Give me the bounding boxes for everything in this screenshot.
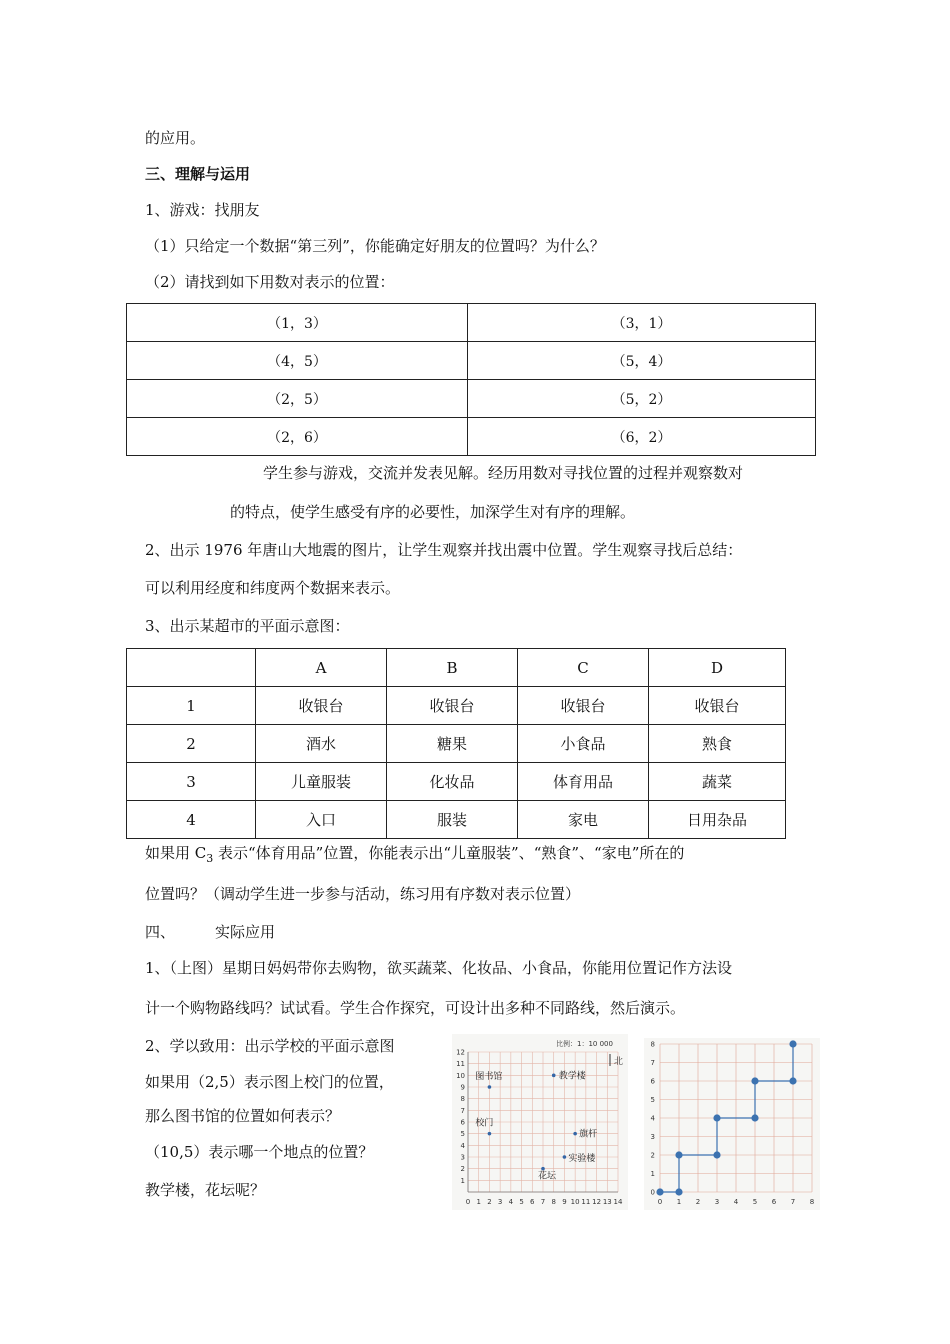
y-tick-label: 1	[460, 1176, 465, 1185]
text-line: 如果用（2,5）表示图上校门的位置，	[145, 1073, 394, 1091]
x-tick-label: 6	[530, 1198, 535, 1206]
x-tick-label: 4	[508, 1198, 514, 1206]
table-cell: 4	[127, 801, 256, 839]
path-point	[789, 1040, 796, 1047]
table-cell: 家电	[518, 801, 649, 839]
y-tick-label: 8	[650, 1040, 655, 1049]
table-row	[127, 687, 786, 725]
x-tick-label: 2	[487, 1198, 492, 1206]
y-tick-label: 4	[460, 1141, 465, 1150]
table-cell: 1	[127, 687, 256, 725]
table-cell: 服装	[387, 801, 518, 839]
text-line: 可以利用经度和纬度两个数据来表示。	[145, 579, 401, 597]
x-tick-label: 0	[465, 1198, 471, 1206]
text-fragment: 四、	[145, 923, 176, 941]
x-tick-label: 3	[714, 1198, 720, 1206]
text-line: （1）只给定一个数据“第三列”，你能确定好朋友的位置吗？为什么？	[145, 237, 605, 255]
x-tick-label: 1	[476, 1198, 481, 1206]
subscript: 3	[206, 852, 214, 865]
path-point	[713, 1114, 720, 1121]
y-tick-label: 1	[650, 1170, 655, 1178]
text-line: 那么图书馆的位置如何表示？	[145, 1107, 341, 1125]
x-tick-label: 8	[809, 1198, 815, 1206]
text-fragment: 实际应用	[215, 923, 276, 941]
y-tick-label: 3	[650, 1133, 655, 1141]
table-cell: （2，6）	[127, 418, 468, 456]
table-cell: 熟食	[649, 725, 786, 763]
table-cell: （6，2）	[468, 418, 816, 456]
table-cell: 收银台	[256, 687, 387, 725]
path-point	[713, 1151, 720, 1158]
table-cell: 收银台	[649, 687, 786, 725]
x-tick-label: 0	[657, 1198, 663, 1206]
x-tick-label: 13	[602, 1198, 612, 1206]
text-line: 2、学以致用：出示学校的平面示意图	[145, 1037, 395, 1055]
point-label: 教学楼	[558, 1071, 586, 1082]
table-cell: （3，1）	[468, 304, 816, 342]
table-cell: 酒水	[256, 725, 387, 763]
scale-label: 比例：1：10 000	[556, 1040, 613, 1048]
text-line: 1、游戏：找朋友	[145, 201, 260, 219]
table-cell: （5，4）	[468, 342, 816, 380]
x-tick-label: 1	[676, 1198, 682, 1206]
data-point	[541, 1167, 545, 1171]
table-cell: 化妆品	[387, 763, 518, 801]
text-line: 2、出示 1976 年唐山大地震的图片，让学生观察并找出震中位置。学生观察寻找后总结：	[145, 541, 743, 559]
table-cell: 体育用品	[518, 763, 649, 801]
x-tick-label: 8	[551, 1198, 556, 1206]
y-tick-label: 3	[460, 1153, 465, 1162]
path-point	[675, 1188, 682, 1195]
table-cell: 收银台	[387, 687, 518, 725]
path-point	[751, 1114, 758, 1121]
text-line: 1、（上图）星期日妈妈带你去购物，欲买蔬菜、化妆品、小食品，你能用位置记作方法设	[145, 959, 733, 977]
x-tick-label: 12	[592, 1198, 602, 1206]
y-tick-label: 5	[460, 1130, 465, 1139]
table-header	[127, 649, 256, 687]
x-tick-label: 5	[519, 1198, 524, 1206]
text-line: 教学楼，花坛呢？	[145, 1181, 266, 1199]
data-point	[563, 1155, 567, 1159]
x-tick-label: 9	[562, 1198, 567, 1206]
table-cell: 3	[127, 763, 256, 801]
data-point	[573, 1132, 577, 1136]
table-cell: 入口	[256, 801, 387, 839]
text-line: 学生参与游戏，交流并发表见解。经历用数对寻找位置的过程并观察数对	[263, 464, 744, 482]
table-cell: 小食品	[518, 725, 649, 763]
y-tick-label: 9	[460, 1083, 465, 1092]
x-tick-label: 2	[695, 1198, 701, 1206]
text-line: （2）请找到如下用数对表示的位置：	[145, 273, 395, 291]
table-header: A	[256, 649, 387, 687]
table-cell: （2，5）	[127, 380, 468, 418]
table-cell: 2	[127, 725, 256, 763]
y-tick-label: 8	[460, 1095, 465, 1104]
y-tick-label: 10	[456, 1071, 465, 1080]
y-tick-label: 6	[650, 1077, 655, 1086]
data-point	[552, 1074, 556, 1078]
table-row	[127, 342, 816, 380]
y-tick-label: 6	[460, 1118, 465, 1127]
table-header: B	[387, 649, 518, 687]
data-point	[488, 1132, 492, 1136]
data-point	[488, 1085, 492, 1089]
y-tick-label: 2	[650, 1151, 655, 1160]
point-label: 旗杆	[579, 1129, 598, 1140]
path-point	[675, 1151, 682, 1158]
table-header: C	[518, 649, 649, 687]
text-fragment: 表示“体育用品”位置，你能表示出“儿童服装”、“熟食”、“家电”所在的	[213, 844, 685, 862]
table-cell: 蔬菜	[649, 763, 786, 801]
table-row	[127, 304, 816, 342]
x-tick-label: 14	[613, 1198, 623, 1206]
text-line: （10,5）表示哪一个地点的位置？	[145, 1143, 374, 1161]
table-row	[127, 418, 816, 456]
text-line: 计一个购物路线吗？试试看。学生合作探究，可设计出多种不同路线，然后演示。	[145, 999, 686, 1017]
point-label: 校门	[475, 1118, 494, 1129]
y-tick-label: 7	[460, 1106, 465, 1115]
x-tick-label: 3	[497, 1198, 503, 1206]
text-line	[145, 922, 275, 942]
table-cell: 日用杂品	[649, 801, 786, 839]
table-row	[127, 801, 786, 839]
table-cell: （1，3）	[127, 304, 468, 342]
table-row	[127, 380, 816, 418]
y-tick-label: 2	[460, 1165, 465, 1174]
point-label: 图书馆	[475, 1072, 503, 1082]
table-header: D	[649, 649, 786, 687]
table-row	[127, 763, 786, 801]
text-fragment: 如果用 C	[145, 844, 207, 862]
table-cell: （4，5）	[127, 342, 468, 380]
pairs-table	[126, 303, 816, 456]
x-tick-label: 6	[771, 1198, 777, 1206]
y-tick-label: 7	[650, 1059, 655, 1067]
x-tick-label: 5	[752, 1198, 758, 1206]
table-row	[127, 725, 786, 763]
y-tick-label: 5	[650, 1096, 655, 1104]
text-line	[145, 843, 684, 869]
x-tick-label: 7	[790, 1198, 796, 1206]
point-label: 实验楼	[568, 1154, 596, 1164]
text-line: 的特点，使学生感受有序的必要性，加深学生对有序的理解。	[230, 503, 636, 521]
text-line: 3、出示某超市的平面示意图：	[145, 617, 350, 635]
school-map-chart	[452, 1034, 628, 1210]
y-tick-label: 12	[456, 1048, 465, 1057]
point-label: 花坛	[538, 1171, 557, 1182]
y-tick-label: 11	[456, 1060, 465, 1069]
path-point	[789, 1077, 796, 1084]
x-tick-label: 7	[540, 1198, 546, 1206]
table-cell: 糖果	[387, 725, 518, 763]
x-tick-label: 10	[570, 1198, 580, 1206]
north-label: 北	[614, 1057, 624, 1067]
text-line: 位置吗？（调动学生进一步参与活动，练习用有序数对表示位置）	[145, 885, 581, 903]
table-cell: （5，2）	[468, 380, 816, 418]
path-point	[751, 1077, 758, 1084]
x-tick-label: 4	[733, 1198, 739, 1206]
text-line: 的应用。	[145, 129, 206, 147]
path-point	[656, 1188, 663, 1195]
section-heading: 三、理解与运用	[145, 165, 251, 183]
table-row	[127, 649, 786, 687]
x-tick-label: 11	[581, 1198, 591, 1206]
table-cell: 儿童服装	[256, 763, 387, 801]
y-tick-label: 4	[650, 1114, 655, 1123]
y-tick-label: 0	[650, 1188, 655, 1197]
table-cell: 收银台	[518, 687, 649, 725]
market-table	[126, 648, 786, 839]
path-grid-chart	[644, 1038, 820, 1210]
